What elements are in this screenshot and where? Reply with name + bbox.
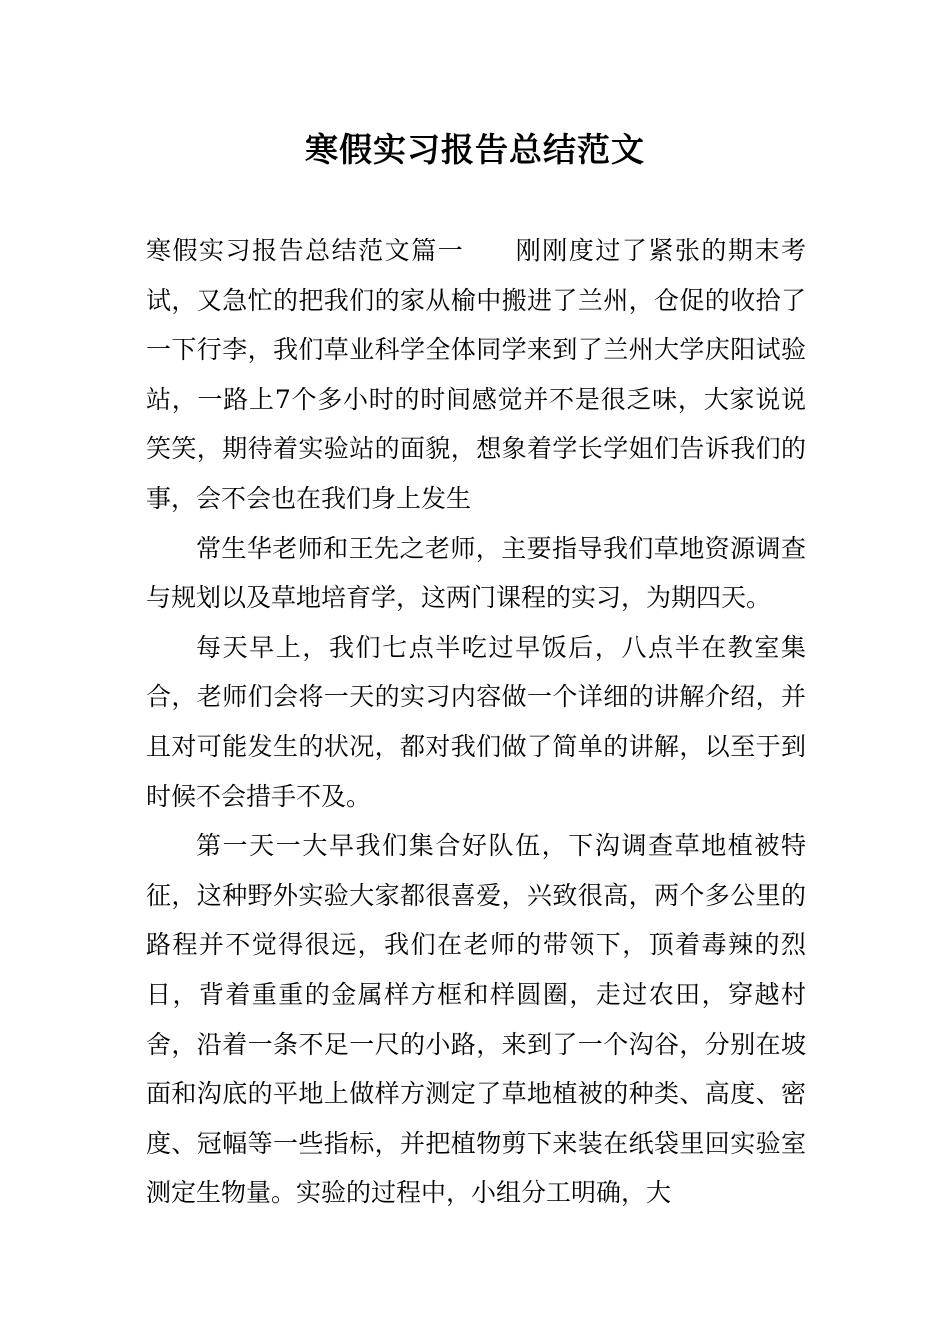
paragraph-4: 第一天一大早我们集合好队伍，下沟调查草地植被特征，这种野外实验大家都很喜爱，兴致很高，两个多公里的路程并不觉得很远，我们在老师的带领下，顶着毒辣的烈日，背着重重的金属样方框和样圆圈，走过农田，穿越村舍，沿着一条不足一尺的小路，来到了一个沟谷，分别在坡面和沟底的平地上做样方测定了草地植被的种类、高度、密度、冠幅等一些指标，并把植物剪下来装在纸袋里回实验室测定生物量。实验的过程中，小组分工明确，大: [146, 831, 806, 1208]
paragraph-3: 每天早上，我们七点半吃过早饭后，八点半在教室集合，老师们会将一天的实习内容做一个详细的讲解介绍，并且对可能发生的状况，都对我们做了简单的讲解，以至于到时候不会措手不及。: [146, 632, 806, 811]
paragraph-1-text: 刚刚度过了紧张的期末考试，又急忙的把我们的家从榆中搬进了兰州，仓促的收拾了一下行李，我们草业科学全体同学来到了兰州大学庆阳试验站，一路上7个多小时的时间感觉并不是很乏味，大家说说笑笑，期待着实验站的面貌，想象着学长学姐们告诉我们的事，会不会也在我们身上发生: [146, 236, 806, 513]
section-heading: 寒假实习报告总结范文篇一: [146, 236, 465, 265]
paragraph-2: 常生华老师和王先之老师，主要指导我们草地资源调查与规划以及草地培育学，这两门课程的实习，为期四天。: [146, 533, 806, 613]
document-title: 寒假实习报告总结范文: [305, 130, 645, 169]
document-body: [146, 226, 806, 1218]
paragraph-1: [146, 226, 806, 524]
